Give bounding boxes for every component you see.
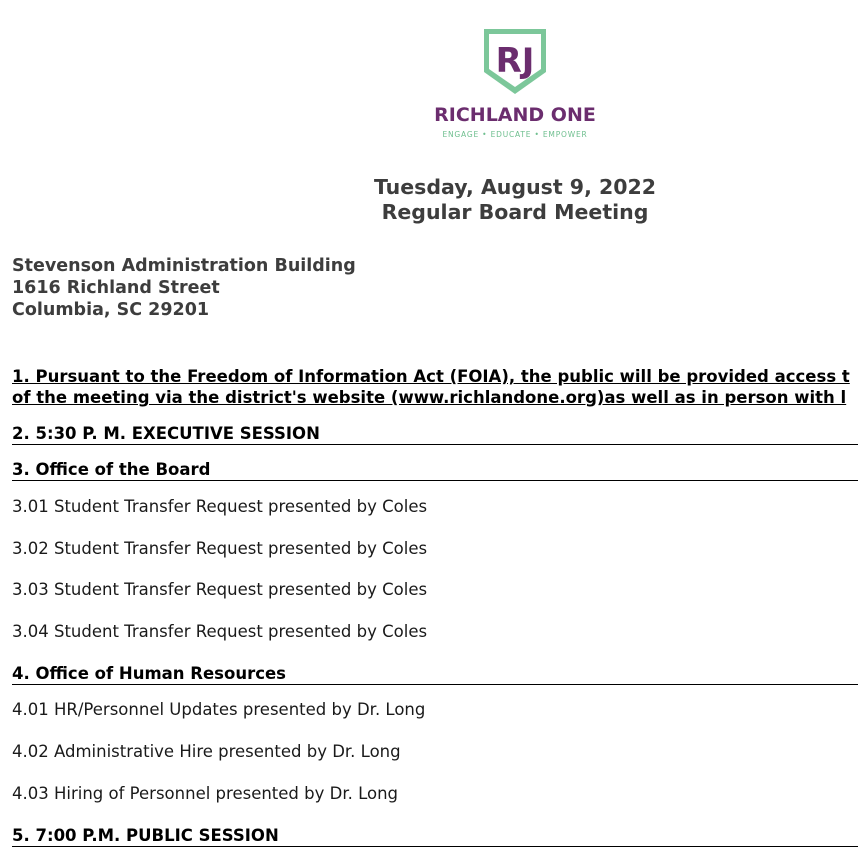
section-heading-public-session: 5. 7:00 P.M. PUBLIC SESSION xyxy=(12,824,858,847)
meeting-date: Tuesday, August 9, 2022 xyxy=(373,175,657,199)
meeting-title: Regular Board Meeting xyxy=(381,200,649,224)
richland-one-logo xyxy=(426,26,606,142)
agenda-item: 3.01 Student Transfer Request presented by Coles xyxy=(12,497,428,516)
logo-tagline: ENGAGE • EDUCATE • EMPOWER xyxy=(442,130,588,139)
section-heading-executive-session: 2. 5:30 P. M. EXECUTIVE SESSION xyxy=(12,422,858,445)
logo-monogram: RJ xyxy=(495,41,535,81)
shield-logo-icon xyxy=(426,26,604,106)
logo-name: RICHLAND ONE xyxy=(434,104,596,126)
agenda-item: 3.03 Student Transfer Request presented by Coles xyxy=(12,580,428,599)
agenda-item: 3.02 Student Transfer Request presented by Coles xyxy=(12,539,428,558)
location-street: 1616 Richland Street xyxy=(12,278,220,298)
agenda-item: 3.04 Student Transfer Request presented by Coles xyxy=(12,622,428,641)
agenda-item: 4.02 Administrative Hire presented by Dr. Long xyxy=(12,742,401,761)
foia-notice-line1: 1. Pursuant to the Freedom of Information Act (FOIA), the public will be provided access t xyxy=(12,367,850,386)
section-heading-human-resources: 4. Office of Human Resources xyxy=(12,662,858,685)
section-heading-office-of-board: 3. Office of the Board xyxy=(12,458,858,481)
location-building: Stevenson Administration Building xyxy=(12,256,356,276)
agenda-item: 4.01 HR/Personnel Updates presented by Dr. Long xyxy=(12,700,426,719)
foia-notice-line2: of the meeting via the district's website (www.richlandone.org)as well as in person with l xyxy=(12,388,847,407)
agenda-item: 4.03 Hiring of Personnel presented by Dr. Long xyxy=(12,784,399,803)
location-city: Columbia, SC 29201 xyxy=(12,300,210,320)
